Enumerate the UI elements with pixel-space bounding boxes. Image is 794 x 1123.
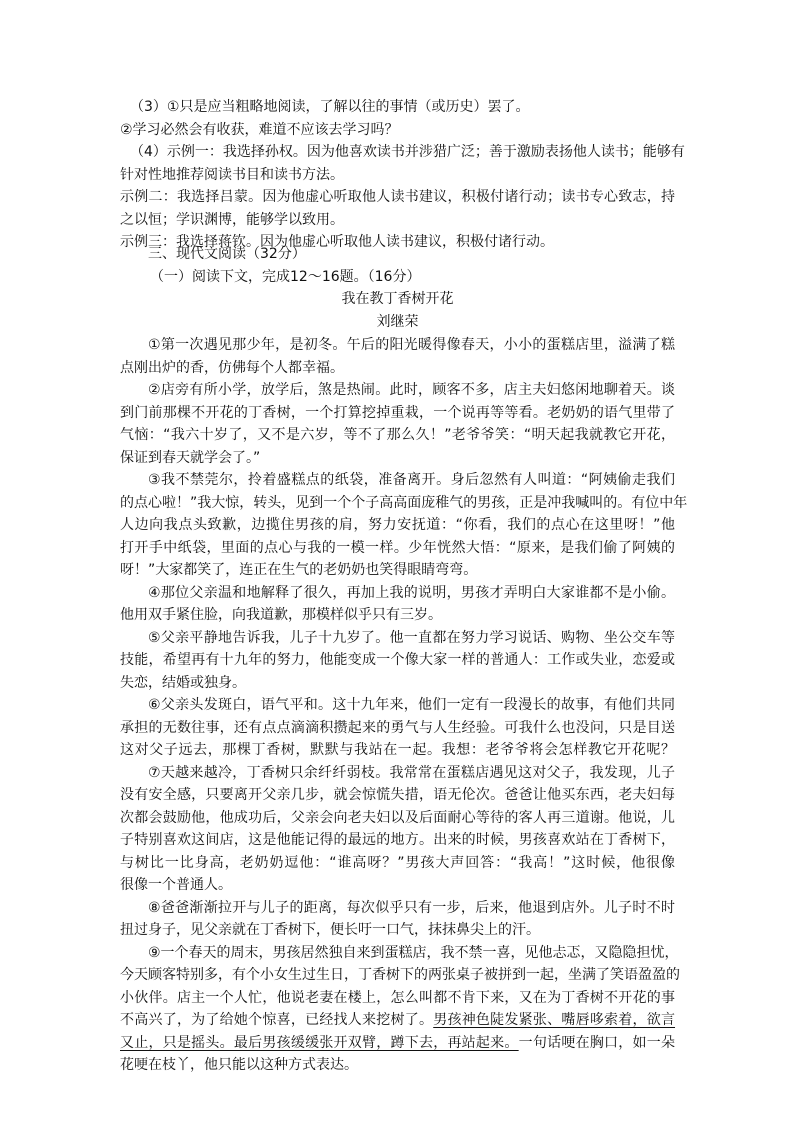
paragraph-line: 很像一个普通人。	[120, 877, 232, 893]
paragraph-6	[120, 694, 675, 762]
answer-example3-line1: 示例三：我选择蒋钦。因为他虚心听取他人读书建议，积极付诸行动。	[120, 234, 554, 250]
paragraph-2	[120, 379, 675, 469]
paragraph-line: 扭过身子，见父亲就在丁香树下，便长吁一口气，抹抹鼻尖上的汗。	[120, 922, 540, 938]
answer-q3-line2: ②学习必然会有收获，难道不应该去学习吗？	[120, 121, 399, 138]
underlined-text: 又止，只是摇头。最后男孩缓缓张开双臂，蹲下去，再站起来。	[120, 1034, 519, 1051]
paragraph-line: 与树比一比身高，老奶奶逗他：“谁高呀？”男孩大声回答：“我高！”这时候，他很像	[120, 854, 675, 871]
paragraph-line: 今天顾客特别多，有个小女生过生日，丁香树下的两张桌子被拼到一起，坐满了笑语盈盈的	[120, 967, 680, 983]
paragraph-line: ⑦天越来越冷，丁香树只余纤纤弱枝。我常常在蛋糕店遇见这对父子，我发现，儿子	[148, 764, 675, 781]
paragraph-line: 点刚出炉的香，仿佛每个人都幸福。	[120, 359, 344, 376]
paragraph-line: 打开手中纸袋，里面的点心与我的一模一样。少年恍然大悟：“原来，是我们偷了阿姨的	[120, 539, 675, 556]
paragraph-line: 技能，希望再有十九年的努力，他能变成一个像大家一样的普通人：工作或失业，恋爱或	[120, 652, 675, 668]
paragraph-line: ⑧爸爸渐渐拉开与儿子的距离，每次似乎只有一步，后来，他退到店外。儿子时不时	[148, 899, 675, 916]
paragraph-1	[120, 334, 675, 379]
paragraph-line: 他用双手紧住脸，向我道歉，那模样似乎只有三岁。	[120, 607, 442, 623]
paragraph-line: 小伙伴。店主一个人忙，他说老妻在楼上，怎么叫都不肯下来，又在为丁香树不开花的事	[120, 989, 675, 1006]
paragraph-3	[120, 469, 688, 582]
paragraph-line: 呀！”大家都笑了，连正在生气的老奶奶也笑得眼睛弯弯。	[120, 562, 478, 578]
paragraph-7	[120, 762, 675, 897]
paragraph-4	[120, 582, 675, 627]
article-title: 我在教丁香树开花	[341, 291, 454, 307]
answer-q3-line1: （3）①只是应当粗略地阅读，了解以往的事情（或历史）罢了。	[130, 99, 530, 115]
paragraph-line: ④那位父亲温和地解释了很久，再加上我的说明，男孩才弄明白大家谁都不是小偷。	[148, 584, 675, 601]
paragraph-line: 保证到春天就学会了。”	[120, 449, 261, 466]
answer-q4-line2: 针对性地推荐阅读书目和读书方法。	[120, 166, 344, 183]
paragraph-line: 人边向我点头致歉，边揽住男孩的肩，努力安抚道：“你看，我们的点心在这里呀！”他	[120, 517, 675, 533]
answer-q4-line1: （4）示例一：我选择孙权。因为他喜欢读书并涉猎广泛；善于激励表扬他人读书；能够有	[130, 144, 685, 160]
answer-block	[120, 96, 685, 254]
paragraph-line: 子特别喜欢这间店，这是他能记得的最远的地方。出来的时候，男孩喜欢站在丁香树下，	[120, 832, 675, 848]
underlined-text: 男孩神色陡发紧张、嘴唇哆索着，欲言	[433, 1012, 676, 1028]
paragraph-line: ①第一次遇见那少年，是初冬。午后的阳光暖得像春天，小小的蛋糕店里，溢满了糕	[148, 337, 675, 353]
answer-example2-line2: 之以恒；学识渊博，能够学以致用。	[120, 211, 344, 228]
article-author: 刘继荣	[376, 314, 419, 330]
paragraph-line: ⑨一个春天的周末，男孩居然独自来到蛋糕店，我不禁一喜，见他忐忑，又隐隐担忧，	[148, 944, 679, 961]
paragraph-line: 承担的无数往事，还有点点滴滴积攒起来的勇气与人生经验。可我什么也没问，只是目送	[120, 719, 675, 736]
plain-text: 一句话哽在胸口，如一朵	[518, 1034, 676, 1051]
paragraph-5	[120, 627, 675, 695]
paragraph-line: 这对父子远去，那棵丁香树，默默与我站在一起。我想：老爷爷将会怎样教它开花呢？	[120, 742, 675, 758]
paragraph-line: 气恼：“我六十岁了，又不是六岁，等不了那么久！”老爷爷笑：“明天起我就教它开花，	[120, 427, 675, 443]
paragraph-line: 花哽在枝丫，他只能以这种方式表达。	[120, 1057, 358, 1073]
paragraph-line	[120, 1009, 675, 1032]
paragraph-line: 到门前那棵不开花的丁香树，一个打算挖掉重栽，一个说再等等看。老奶奶的语气里带了	[120, 404, 675, 421]
paragraph-line	[120, 1032, 675, 1055]
article	[120, 288, 688, 1077]
paragraph-line: ⑥父亲头发斑白，语气平和。这十九年来，他们一定有一段漫长的故事，有他们共同	[148, 697, 675, 713]
paragraph-line: ②店旁有所小学，放学后，煞是热闹。此时，顾客不多，店主夫妇悠闲地聊着天。谈	[148, 382, 675, 398]
section-heading: 三、现代文阅读（32分）	[148, 246, 306, 262]
paragraph-line: 的点心啦！”我大惊，转头，见到一个个子高高面庞稚气的男孩，正是冲我喊叫的。有位中年	[120, 494, 688, 511]
section-block	[120, 243, 675, 288]
paragraph-line: ⑤父亲平静地告诉我，儿子十九岁了。他一直都在努力学习说话、购物、坐公交车等	[148, 629, 675, 646]
paragraph-line: 次都会鼓励他，他成功后，父亲会向老夫妇以及后面耐心等待的客人再三道谢。他说，儿	[120, 809, 675, 826]
paragraph-line: 失恋，结婚或独身。	[120, 674, 246, 691]
paragraph-line: ③我不禁莞尔，拎着盛糕点的纸袋，准备离开。身后忽然有人叫道：“阿姨偷走我们	[148, 472, 675, 488]
paragraph-8	[120, 897, 675, 942]
answer-example2-line1: 示例二：我选择吕蒙。因为他虚心听取他人读书建议，积极付诸行动；读书专心致志，持	[120, 189, 675, 205]
section-subheading: （一）阅读下文，完成12～16题。（16分）	[150, 268, 421, 285]
paragraph-line: 没有安全感，只要离开父亲几步，就会惊慌失措，语无伦次。爸爸让他买东西，老夫妇每	[120, 787, 675, 803]
paragraph-9	[120, 942, 680, 1077]
plain-text: 不高兴了，为了给她个惊喜，已经找人来挖树了。	[120, 1012, 434, 1028]
